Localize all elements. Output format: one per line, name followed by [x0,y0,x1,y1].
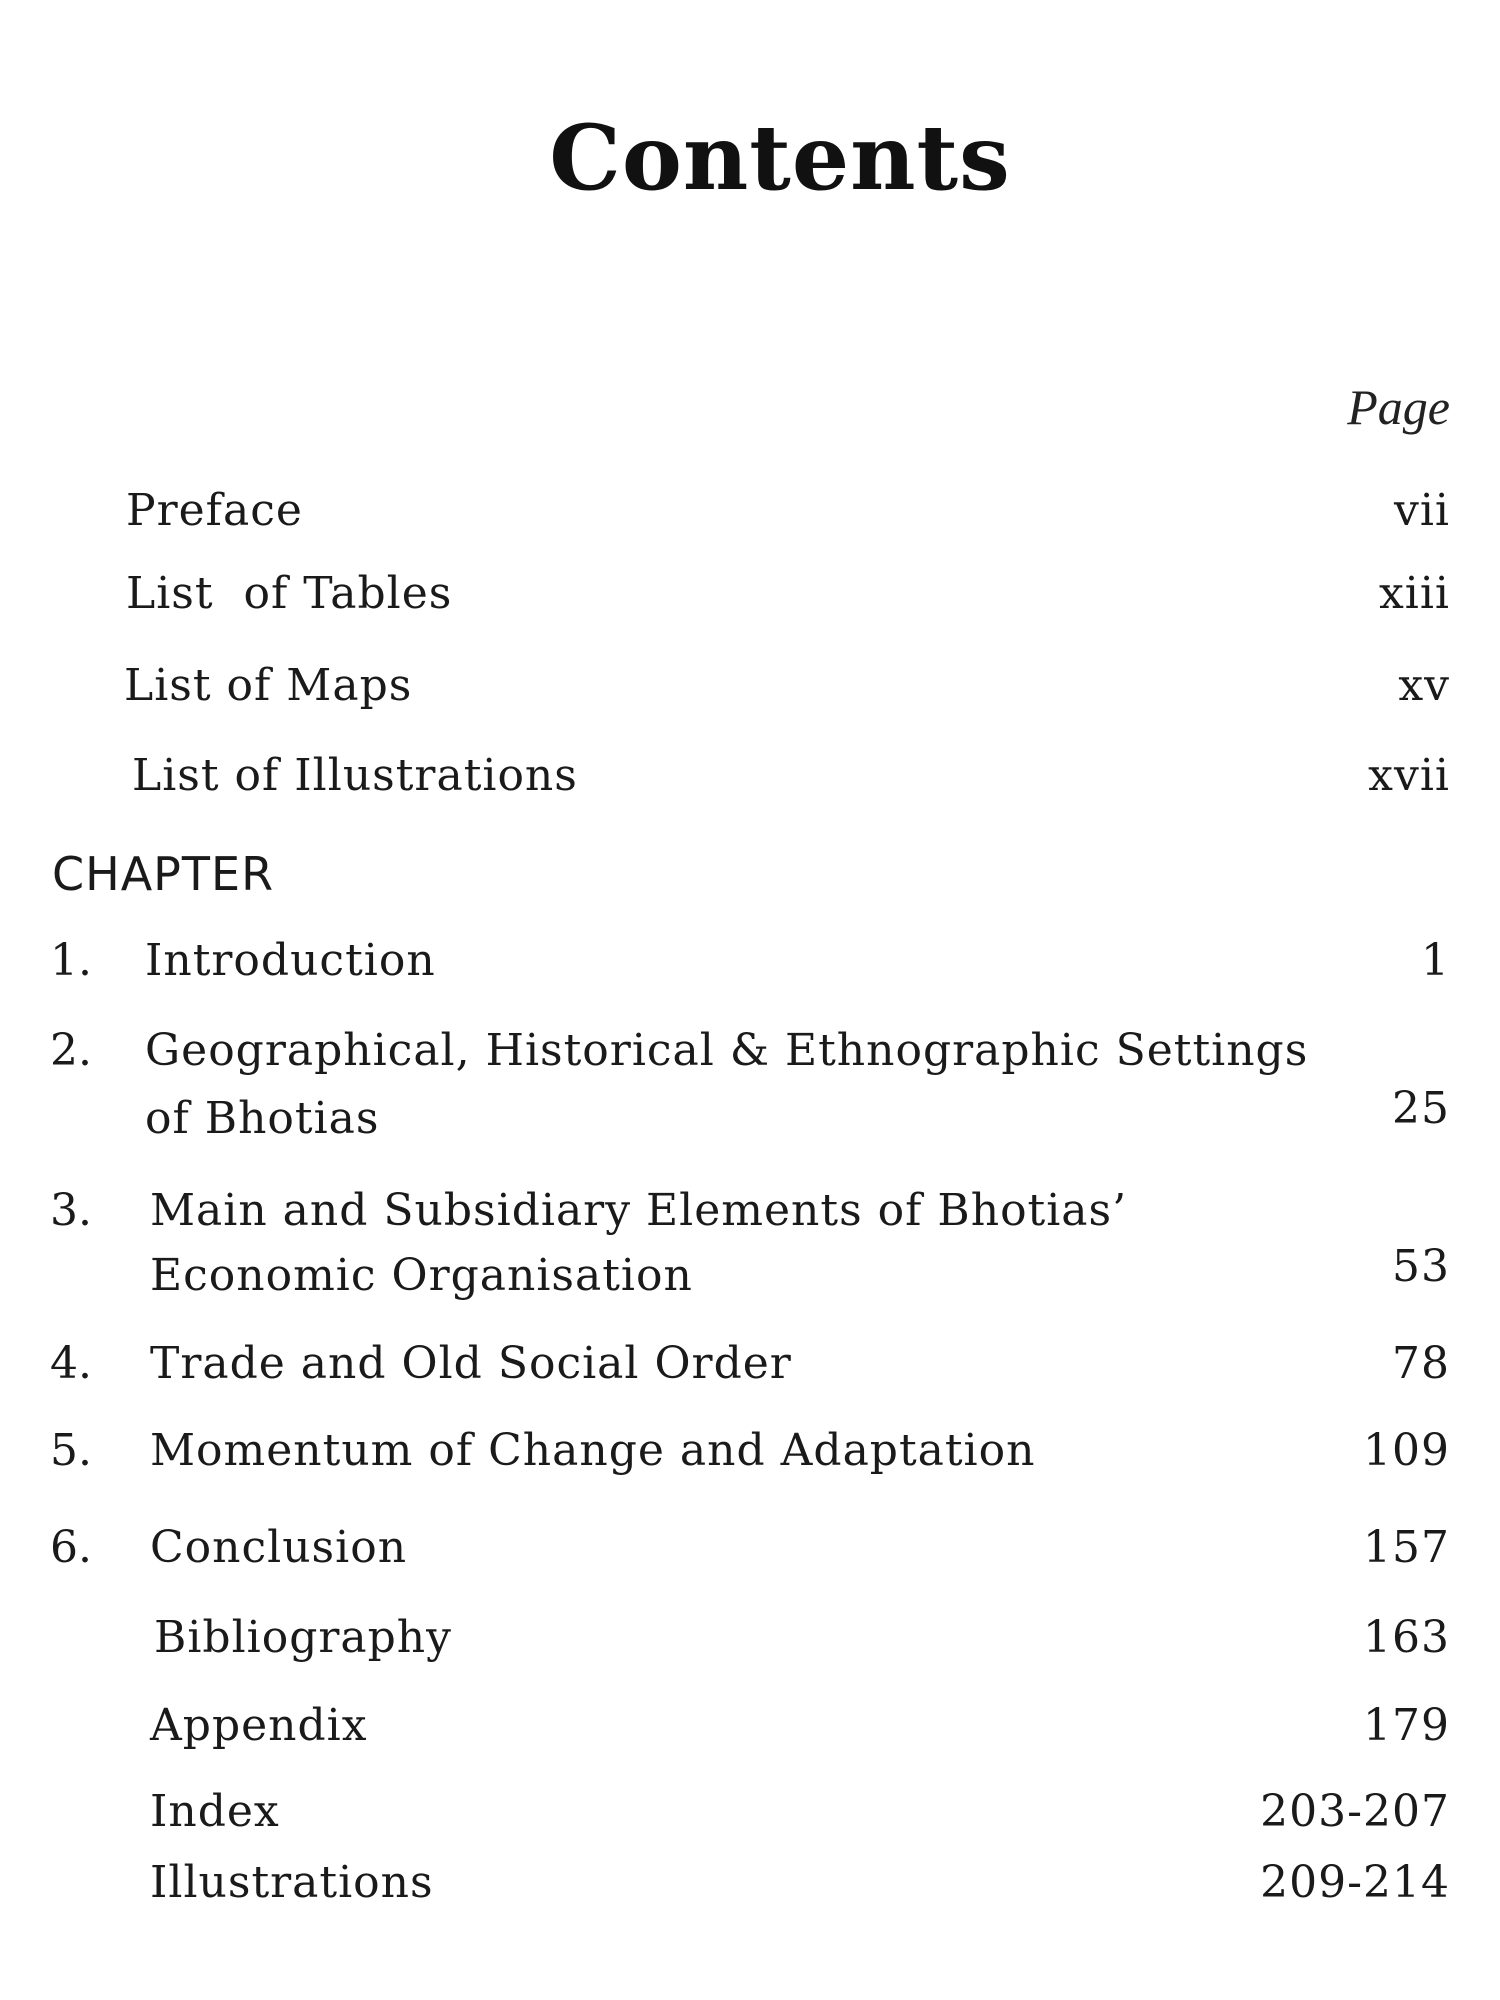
toc-chapter-4[interactable] [0,1338,1500,1398]
toc-entry-appendix[interactable] [0,1700,1500,1760]
chapter-number: 6. [50,1522,92,1573]
page-column-label: Page [1347,379,1450,435]
page-title: Contents [549,105,1011,211]
toc-entry-label: List of Maps [124,660,413,711]
chapter-label-line1: Geographical, Historical & Ethnographic Settings [145,1025,1309,1076]
chapter-page: 53 [1392,1241,1450,1292]
chapter-label-line1: Main and Subsidiary Elements of Bhotias’ [150,1185,1128,1236]
toc-entry-bibliography[interactable] [0,1612,1500,1672]
chapter-label-line2: of Bhotias [145,1093,380,1144]
toc-chapter-5[interactable] [0,1425,1500,1485]
toc-entry-list-of-illustrations[interactable] [0,750,1500,810]
toc-entry-label: Index [150,1786,280,1837]
toc-entry-page: 179 [1363,1700,1450,1751]
chapter-heading: CHAPTER [52,847,275,901]
toc-entry-page: vii [1393,485,1450,536]
toc-entry-label: Appendix [150,1700,368,1751]
toc-entry-page: xiii [1378,568,1450,619]
toc-entry-illustrations[interactable] [0,1857,1500,1917]
chapter-page: 109 [1363,1425,1450,1476]
chapter-page: 1 [1421,935,1450,986]
toc-chapter-1[interactable] [0,935,1500,995]
chapter-number: 3. [50,1185,92,1236]
toc-entry-list-of-tables[interactable] [0,568,1500,628]
chapter-page: 25 [1392,1083,1450,1134]
toc-entry-list-of-maps[interactable] [0,660,1500,720]
toc-entry-page: 209-214 [1260,1857,1450,1908]
chapter-label: Trade and Old Social Order [150,1338,792,1389]
toc-chapter-3[interactable] [0,1185,1500,1315]
toc-entry-page: xv [1398,660,1450,711]
toc-entry-label: Illustrations [150,1857,434,1908]
chapter-label: Introduction [145,935,436,986]
chapter-page: 157 [1363,1522,1450,1573]
chapter-number: 1. [50,935,92,986]
toc-entry-page: xvii [1368,750,1450,801]
toc-entry-label: List of Illustrations [132,750,578,801]
chapter-number: 2. [50,1025,92,1076]
chapter-label: Conclusion [150,1522,408,1573]
toc-entry-label: Preface [126,485,303,536]
toc-entry-preface[interactable] [0,485,1500,545]
chapter-number: 4. [50,1338,92,1389]
chapter-label-line2: Economic Organisation [150,1250,693,1301]
toc-chapter-2[interactable] [0,1025,1500,1155]
chapter-number: 5. [50,1425,92,1476]
chapter-label: Momentum of Change and Adaptation [150,1425,1036,1476]
toc-entry-page: 203-207 [1260,1786,1450,1837]
toc-entry-label: List of Tables [126,568,453,619]
chapter-page: 78 [1392,1338,1450,1389]
toc-entry-page: 163 [1363,1612,1450,1663]
toc-entry-label: Bibliography [154,1612,452,1663]
toc-chapter-6[interactable] [0,1522,1500,1582]
toc-entry-index[interactable] [0,1786,1500,1846]
